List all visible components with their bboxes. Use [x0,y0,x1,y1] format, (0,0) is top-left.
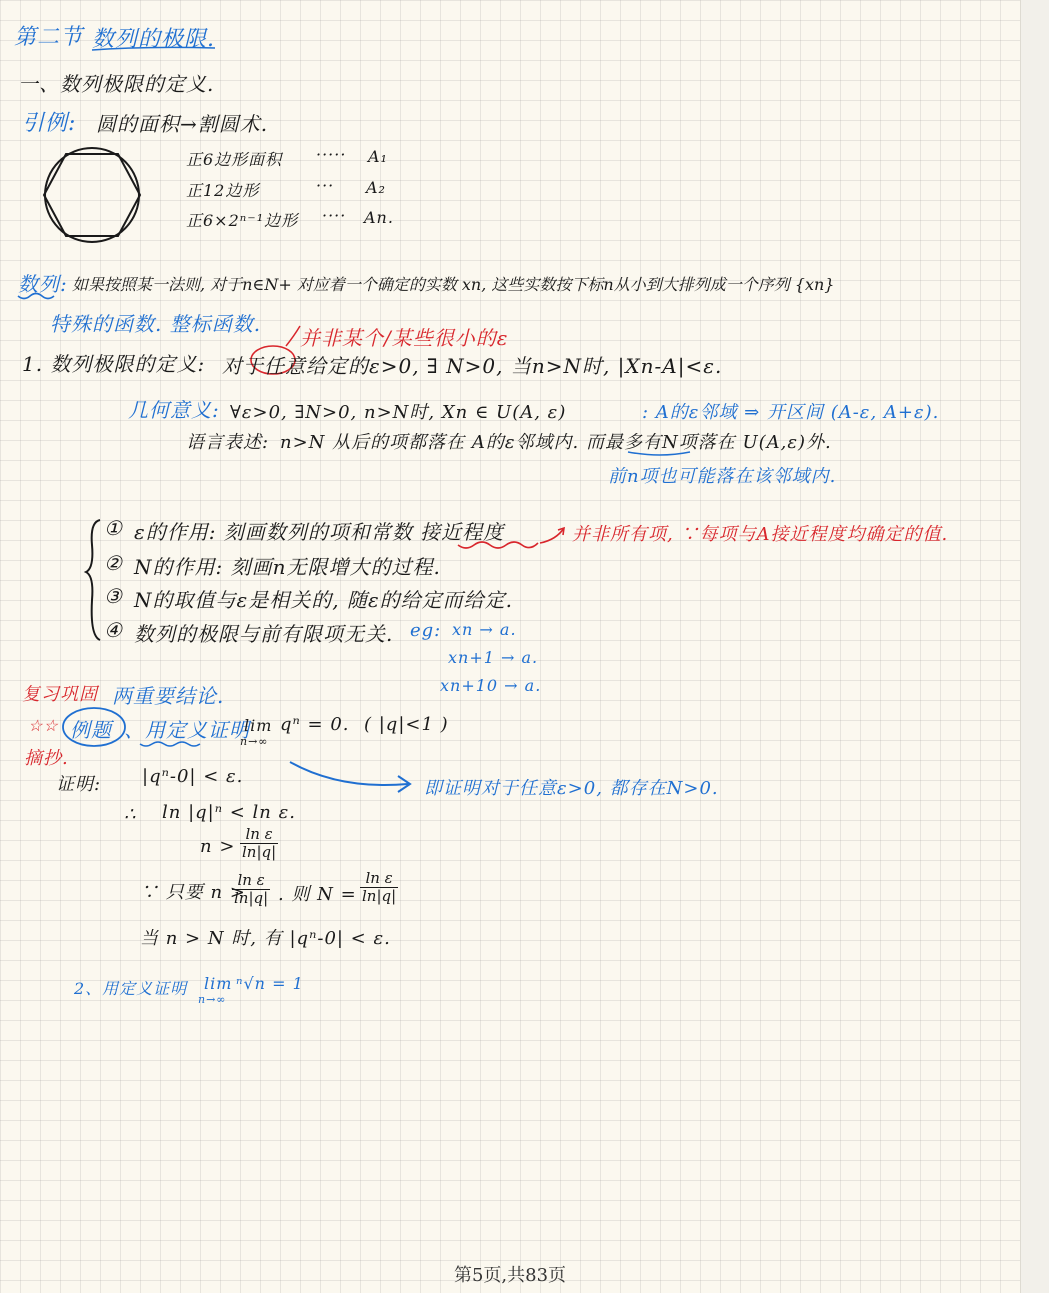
notes-brace [86,520,100,640]
part1-heading: 一、数列极限的定义. [18,72,215,96]
page-title: 数列的极限. [92,27,215,52]
section-label: 第二节 [14,25,84,50]
eg-label: eg: [410,620,442,641]
eg-item: xn+1 → a. [448,648,539,667]
eg-item: xn → a. [452,620,517,639]
note-number: ② [104,551,123,575]
example2-expression: ⁿ√n = 1 [236,974,304,993]
star-icon: ☆☆ [28,716,59,735]
sequence-label: 数列: [18,272,68,296]
language-text: n>N 从后的项都落在 A的ε邻域内. 而最多有N项落在 U(A,ε)外. [280,432,832,453]
lim-symbol: lim [244,716,273,735]
polygon-dots: ··· [316,176,335,195]
note-number: ④ [104,618,123,642]
note-text: 数列的极限与前有限项无关. [134,622,394,646]
fraction-denominator: ln|q| [362,887,397,905]
proof-line: |qⁿ-0| < ε. [142,766,244,787]
intro-text: 圆的面积→割圆术. [96,112,269,136]
note-red: 并非所有项, ∵每项与A接近程度均确定的值. [572,524,949,545]
polygon-symbol: A₂ [366,178,386,197]
fraction-numerator: ln ε [240,826,278,844]
sequence-text: 如果按照某一法则, 对于n∈N+ 对应着一个确定的实数 xn, 这些实数按下标n从小到大排列成一个序列 {xn} [72,275,835,294]
polygon-dots: ····· [316,145,347,164]
therefore-symbol: ∴ [124,804,137,825]
proof-arrow [290,762,408,785]
fraction-numerator: ln ε [232,872,270,890]
review-label: 复习巩固 [22,684,98,705]
polygon-name: 正12边形 [186,181,260,200]
page-counter: 第5页,共83页 [453,1265,567,1286]
polygon-name: 正6边形面积 [186,150,283,169]
fraction-numerator: ln ε [360,870,398,888]
polygon-symbol: A₁ [368,147,388,166]
excerpt-label: 摘抄. [24,748,69,769]
fraction-denominator: ln|q| [242,843,277,861]
note-number: ③ [104,584,123,608]
example-label: 例题 [70,718,112,742]
note-text: N的取值与ε是相关的, 随ε的给定而给定. [134,588,514,612]
definition-label: 1. 数列极限的定义: [22,352,206,376]
fraction [360,870,398,905]
review-title: 两重要结论. [112,684,225,708]
example2-text: 2、用定义证明 [74,979,188,998]
proof-label: 证明: [56,774,102,795]
fraction-denominator: ln|q| [234,889,269,907]
language-note: 前n项也可能落在该邻域内. [608,466,837,487]
proof-line: ln |q|ⁿ < ln ε. [162,802,296,823]
example-expression: qⁿ = 0. [280,714,350,735]
eg-item: xn+10 → a. [440,676,542,695]
geometric-label: 几何意义: [128,398,220,422]
circle-figure [45,148,139,242]
lim-subscript: n→∞ [240,735,269,748]
lim-symbol: lim [204,974,233,993]
hexagon-figure [44,154,140,236]
arrow-note: 即证明对于任意ε>0, 都存在N>0. [424,778,719,799]
geometric-note: : A的ε邻域 ⇒ 开区间 (A-ε, A+ε). [642,402,940,423]
proof-line: ∵ 只要 n > [140,882,246,903]
special-function: 特殊的函数. 整标函数. [50,312,262,336]
polygon-dots: ···· [322,206,347,225]
proof-line: . 则 N = [278,884,357,905]
note-number: ① [104,516,123,540]
example-condition: ( |q|<1 ) [364,714,449,735]
proof-line: 当 n > N 时, 有 |qⁿ-0| < ε. [140,928,391,949]
note-text: ε的作用: 刻画数列的项和常数 接近程度 [134,520,505,544]
proof-line: n > [200,836,236,857]
language-label: 语言表述: [186,432,270,453]
definition-text: 对于任意给定的ε>0, ∃ N>0, 当n>N时, |Xn-A|<ε. [222,354,723,378]
annotation-not-some: 并非某个/某些很小的ε [300,326,509,350]
fraction [232,872,270,907]
example-text: 、用定义证明 [124,718,250,742]
polygon-symbol: An. [364,208,394,227]
annotation-pointer [286,326,300,346]
geometric-formula: ∀ε>0, ∃N>0, n>N时, Xn ∈ U(A, ε) [230,402,567,423]
fraction [240,826,278,861]
polygon-name: 正6×2ⁿ⁻¹边形 [186,211,299,230]
lim-subscript: n→∞ [198,993,227,1006]
note-text: N的作用: 刻画n无限增大的过程. [134,555,441,579]
intro-label: 引例: [22,111,77,136]
